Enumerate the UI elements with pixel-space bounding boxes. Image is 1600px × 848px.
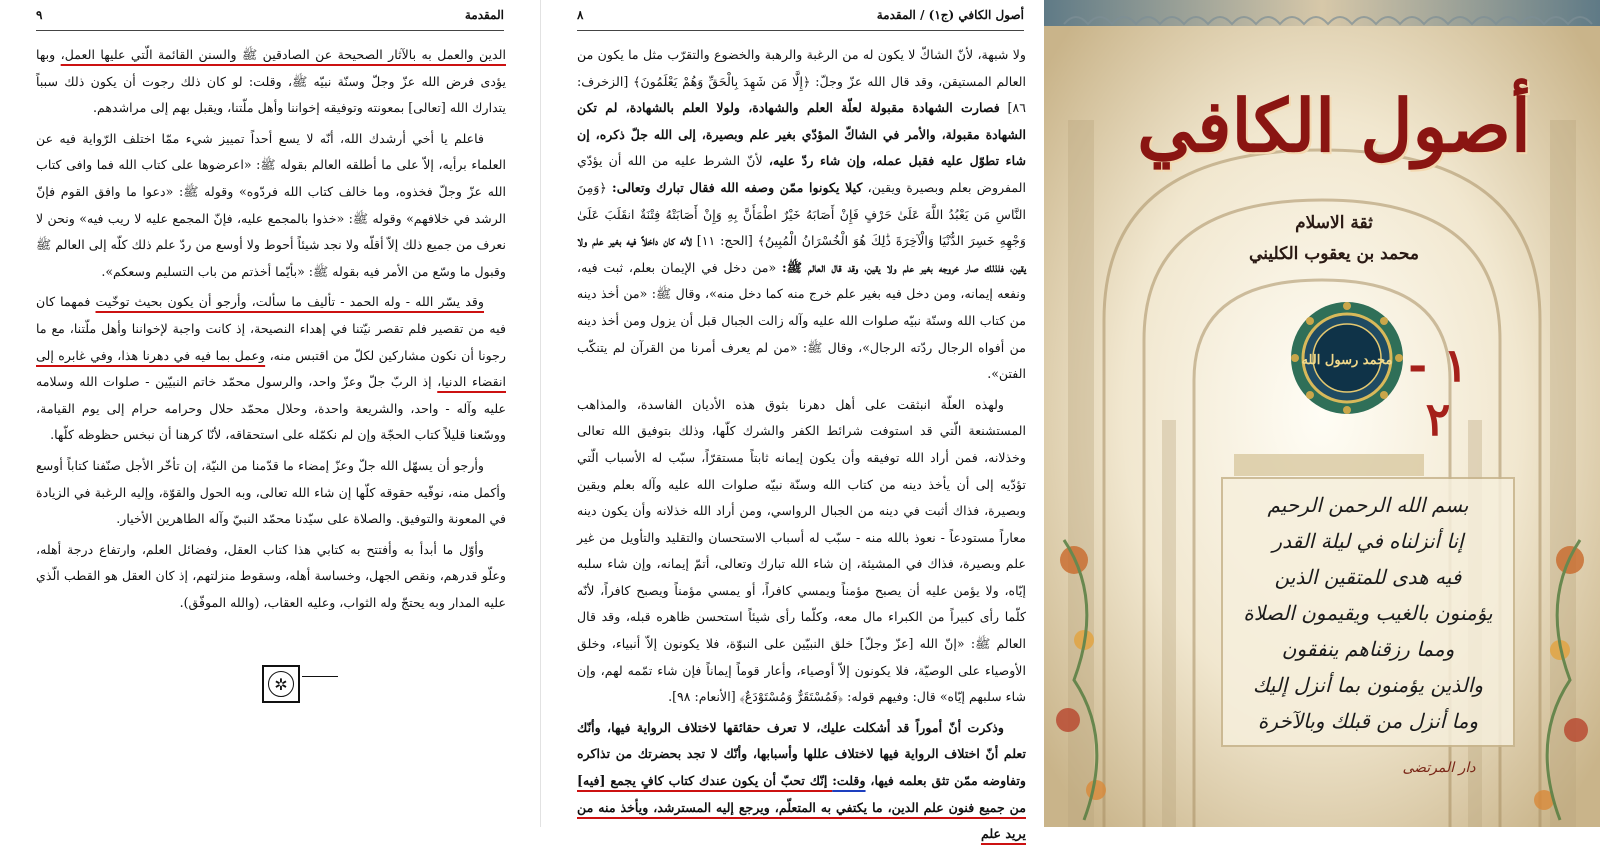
ornament-rule xyxy=(302,676,338,677)
cover-epithet: ثقة الاسلام xyxy=(1295,213,1373,233)
paragraph xyxy=(36,289,506,449)
cover-author: محمد بن يعقوب الكليني xyxy=(1249,244,1419,264)
text-run: ﴿وَمِنَ النَّاسِ مَن يَعْبُدُ اللَّهَ عَلَىٰ حَرْفٍ فَإِنْ أَصَابَهُ خَيْرٌ اطْمَأَنَّ بِهِ وَإِنْ أَصَابَتْهُ فِتْنَةٌ انقَلَبَ عَلَىٰ وَجْهِهِ خَسِرَ الدُّنْيَا وَالْآخِرَةَ ذَٰلِكَ هُوَ الْخُسْرَانُ الْمُبِينُ﴾ [الحج: ١١] xyxy=(577,179,1026,249)
paragraph: فاعلم يا أخي أرشدك الله، أنّه لا يسع أحداً تمييز شيء ممّا اختلف الرّواية فيه عن العلماء برأيه، إلاّ على ما أطلقه العالم بقوله ﷺ: «اعرضوها على كتاب الله فما وافى كتاب الله عزّ وجلّ فخذوه، وما خالف كتاب الله فردّوه» وقوله ﷺ: «دعوا ما وافق القوم فإنّ الرشد في خلافهم» وقوله ﷺ: «خذوا بالمجمع عليه، فإنّ المجمع عليه لا ريب فيه» ونحن لا نعرف من جميع ذلك إلاّ أقلّه ولا نجد شيئاً أحوط ولا أوسع من ردّ علم ذلك كلّه إلى العالم ﷺ وقبول ما وسّع من الأمر فيه بقوله ﷺ: «بأيّما أخذتم من باب التسليم وسعكم». xyxy=(36,130,506,279)
bold-text: وذكرت أنّ أموراً قد أشكلت عليك، لا تعرف حقائقها لاختلاف الرواية فيها، وأنّك تعلم أنّ اختلاف الرواية فيها لاختلاف عللها وأسبابها، وأنّك لا تجد بحضرتك من تذاكره وتفاوضه ممّن تثق بعلمه فيها، xyxy=(577,719,1026,789)
volume-number: ١ - ٢ xyxy=(1408,338,1468,446)
ornament-glyph: ✲ xyxy=(268,671,294,697)
header-rule xyxy=(36,30,504,31)
running-title: أصول الكافي (ج١) / المقدمة xyxy=(876,8,1024,22)
underlined-text: الدين والعمل به بالآثار الصحيحة عن الصادقين ﷺ والسنن القائمة الّتي عليها العمل، xyxy=(60,47,506,62)
page-header xyxy=(36,8,504,28)
page-number: ٨ xyxy=(577,8,584,22)
underlined-text: إنّك تحبّ أن يكون عندك كتاب كافٍ يجمع [فيه] من جميع فنون علم الدين، ما يكتفي به المتعلّم، ويرجع إليه المسترشد، ويأخذ منه من يريد علم xyxy=(577,773,1026,842)
cover-title: أصول الكافي xyxy=(1137,83,1531,168)
text-run: لأنّ الشرط عليه من الله أن يؤدّي المفروض بعلم وبصيرة ويقين، xyxy=(577,153,1027,195)
publisher-logo: دار المرتضى xyxy=(1402,760,1476,776)
bold-text: فصارت الشهادة مقبولة لعلّة العلم والشهادة، ولولا العلم بالشهادة، لم تكن الشهادة مقبولة، والأمر في الشاكّ المؤدّي بغير علم وبصيرة، إلى الله جلّ ذكره، إن شاء تطوّل عليه فقبل عمله، وإن شاء ردّ عليه، xyxy=(577,100,1026,169)
text-run: إذ الربّ جلّ وعزّ واحد، والرسول محمّد خاتم النبيّين - صلوات الله وسلامه عليه وآله - واحد، والشريعة واحدة، وحلال محمّد حلال وحرامه حرام إلى يوم القيامة، ووسّعنا قليلاً كتاب الحجّة وإن لم نكمّله على استحقاقه، لأنّا كرهنا أن نبخس حظوظه كلّها. xyxy=(36,374,506,443)
paragraph xyxy=(577,42,1026,388)
running-title: المقدمة xyxy=(464,8,504,22)
calligraphy-line: وما أنزل من قبلك وبالآخرة xyxy=(1257,709,1479,733)
paragraph xyxy=(577,715,1026,848)
text-run: وبها يؤدى فرض الله عزّ وجلّ وسنّة نبيّه ﷺ، وقلت: لو كان ذلك رجوت أن يكون ذلك سبباً يتدارك الله [تعالى] بمعونته وتوفيقه إخواننا وأهل ملّتنا، ويقبل بهم إلى مراشدهم. xyxy=(36,47,506,116)
calligraphy-line: إنا أنزلناه في ليلة القدر xyxy=(1272,529,1464,553)
calligraphy-line: ومما رزقناهم ينفقون xyxy=(1281,637,1455,661)
bold-text: لأنه كان داخلاً فيه بغير علم ولا يقين، فلذلك صار خروجه بغير علم ولا يقين، وقد قال العالم ﷺ: xyxy=(577,233,1026,275)
header-rule xyxy=(577,30,1024,31)
calligraphy-line: والذين يؤمنون بما أنزل إليك xyxy=(1252,673,1484,697)
book-page-right xyxy=(540,0,1060,842)
text-run: فمهما كان فيه من تقصير فلم تقصر نيّتنا في إهداء النصيحة، إذ كانت واجبة لإخواننا وأهل ملّتنا، مع ما رجونا أن نكون مشاركين لكلّ من اقتبس منه، xyxy=(36,294,507,363)
calligraphy-line: بسم الله الرحمن الرحيم xyxy=(1267,493,1469,517)
end-ornament-icon xyxy=(262,665,300,703)
page-number: ٩ xyxy=(36,8,43,22)
paragraph xyxy=(36,42,506,122)
page-header xyxy=(577,8,1024,28)
book-cover xyxy=(1044,0,1600,827)
medallion-text: محمد رسول الله xyxy=(1301,353,1393,368)
underlined-text: وعمل بما فيه في دهرنا هذا، وفي غابره إلى انقضاء الدنيا، xyxy=(36,347,506,390)
text-run: ولا شبهة، لأنّ الشاكّ لا يكون له من الرغبة والرهبة والخضوع والتقرّب مثل ما يكون من العالم المستيقن، وقد قال الله عزّ وجلّ: ﴿إِلَّا مَن شَهِدَ بِالْحَقِّ وَهُمْ يَعْلَمُونَ﴾ [الزخرف: ٨٦] xyxy=(577,47,1027,116)
calligraphy-line: يؤمنون بالغيب ويقيمون الصلاة xyxy=(1243,601,1493,625)
page-body xyxy=(36,42,506,616)
page-body xyxy=(577,42,1026,848)
underlined-text: وقد يسّر الله - وله الحمد - تأليف ما سألت، وأرجو أن يكون بحيث توخّيت xyxy=(95,294,484,310)
paragraph: وأرجو أن يسهّل الله جلّ وعزّ إمضاء ما قدّمنا من النيّة، إن تأخّر الأجل صنّفنا كتاباً أوسع وأكمل منه، نوفّيه حقوقه كلّها إن شاء الله تعالى، وبه الحول والقوّة، وإليه الرغبة في الزيادة في المعونة والتوفيق. والصلاة على سيّدنا محمّد النبيّ وآله الطاهرين الأخيار. xyxy=(36,457,506,527)
calligraphy-line: فيه هدى للمتقين الذين xyxy=(1274,565,1462,589)
bold-text: كيلا يكونوا ممّن وصفه الله فقال تبارك وتعالى: xyxy=(612,179,863,195)
book-page-left xyxy=(0,0,540,827)
paragraph: ولهذه العلّة انبثقت على أهل دهرنا بثوق هذه الأديان الفاسدة، والمذاهب المستشنعة الّتي قد استوفت شرائط الكفر والشرك كلّها، وذلك بتوفيق الله تعالى وخذلانه، فمن أراد الله توفيقه وأن يكون إيمانه ثابتاً مستقرّاً، سبّب له الأسباب الّتي تؤدّيه إلى أن يأخذ دينه من كتاب الله وسنّة نبيّه صلوات الله عليه وآله بعلم ويقين وبصيرة، فذاك أثبت في دينه من الجبال الرواسي، ومن أراد الله خذلانه وأن يكون دينه معاراً مستودعاً - نعوذ بالله منه - سبّب له أسباب الاستحسان والتقليد والتأويل من غير علم وبصيرة، فذاك في المشيئة، إن شاء الله تبارك وتعالى، أتمّ إيمانه، وإن شاء سلبه إيّاه، ولا يؤمن عليه أن يصبح مؤمناً ويمسي كافراً، أو يمسي مؤمناً ويصبح كافراً، لأنّه كلّما رأى كبيراً من الكبراء مال معه، وكلّما رأى شيئاً استحسن ظاهره قبله، وقد قال العالم ﷺ: «إنّ الله [عزّ وجلّ] خلق النبيّين على النبوّة، فلا يكونون إلاّ أنبياء، وخلق الأوصياء على الوصيّة، فلا يكونون إلاّ أوصياء، وأعار قوماً إيماناً فإن شاء تمّمه لهم، وإن شاء سلبهم إيّاه» قال: وفيهم قوله: ﴿فَمُسْتَقَرٌّ وَمُسْتَوْدَعٌ﴾ [الأنعام: ٩٨]. xyxy=(577,396,1026,705)
text-run: «من دخل في الإيمان بعلم، ثبت فيه، ونفعه إيمانه، ومن دخل فيه بغير علم خرج منه كما دخل منه»، وقال ﷺ: «من أخذ دينه من كتاب الله وسنّة نبيّه صلوات الله عليه وآله زالت الجبال قبل أن يزول ومن أخذ دينه من أفواه الرجال ردّته الرجال»، وقال ﷺ: «من لم يعرف أمرنا من القرآن لم يتنكّب الفتن». xyxy=(577,259,1026,382)
blue-underlined-text: وقلت: xyxy=(832,773,866,789)
paragraph: وأوّل ما أبدأ به وأفتتح به كتابي هذا كتاب العقل، وفضائل العلم، وارتفاع درجة أهله، وعلّو قدرهم، ونقص الجهل، وخساسة أهله، وسقوط منزلتهم، إذ كان العقل هو القطب الّذي عليه المدار وبه يحتجّ وله الثواب، وعليه العقاب، (والله الموفّق). xyxy=(36,541,506,610)
calligraphy-panel xyxy=(1222,478,1514,746)
